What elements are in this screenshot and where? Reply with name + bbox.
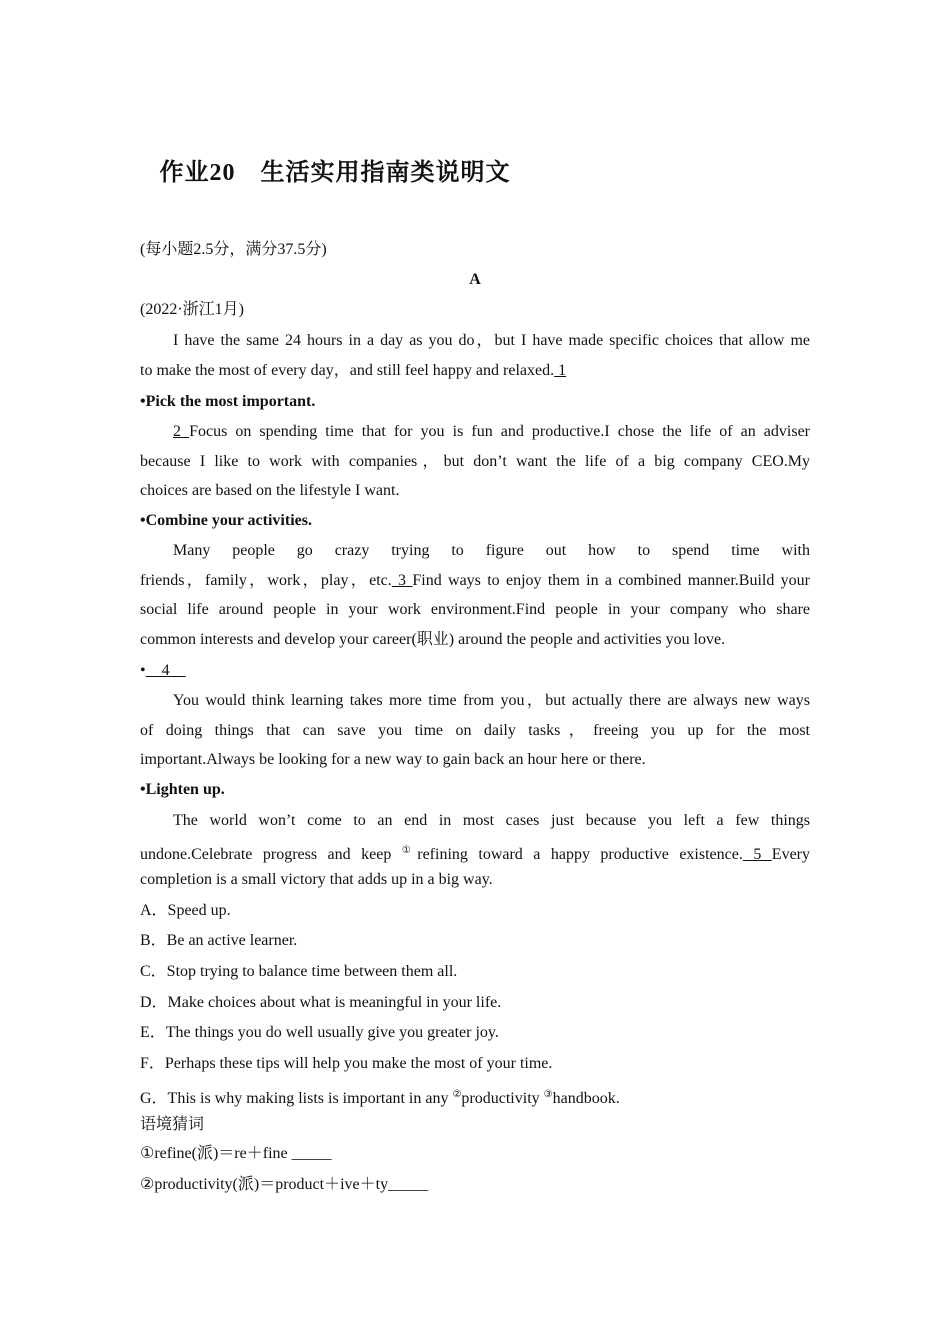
text: undone.Celebrate progress and keep	[140, 846, 402, 863]
option-a: A．Speed up.	[140, 902, 231, 919]
text: Every	[771, 846, 810, 863]
section-label: A	[469, 271, 481, 288]
paragraph-line	[140, 361, 810, 381]
source-note: (2022·浙江1月)	[140, 301, 244, 318]
option-g	[140, 1085, 810, 1109]
paragraph-line: because I like to work with companies，but don’t want the life of a big company CEO.My	[140, 453, 810, 470]
vocab-item-1: ①refine(派)＝re＋fine _____	[140, 1145, 332, 1162]
vocab-heading: 语境猜词	[140, 1116, 205, 1133]
footnote-marker: ③	[543, 1089, 553, 1100]
text: refining toward a happy productive existence.	[417, 846, 743, 863]
paragraph-line: I have the same 24 hours in a day as you do，but I have made specific choices that allow me	[173, 332, 810, 349]
text: productivity	[461, 1090, 544, 1107]
option-e: E．The things you do well usually give you greater joy.	[140, 1024, 499, 1041]
option-f: F．Perhaps these tips will help you make the most of your time.	[140, 1055, 553, 1072]
paragraph-line: choices are based on the lifestyle I want.	[140, 482, 400, 499]
text: G．This is why making lists is important in any	[140, 1090, 453, 1107]
text: Find ways to enjoy them in a combined manner.Build your	[412, 572, 810, 589]
paragraph-line	[140, 571, 810, 591]
paragraph-line: Many people go crazy trying to figure out how to spend time with	[173, 542, 810, 559]
paragraph-line: of doing things that can save you time on daily tasks，freeing you up for the most	[140, 722, 810, 739]
option-c: C．Stop trying to balance time between them all.	[140, 963, 458, 980]
text: handbook.	[552, 1090, 620, 1107]
text: to make the most of every day，and still feel happy and relaxed.	[140, 362, 555, 379]
blank-5: 5	[742, 846, 772, 863]
score-note: (每小题2.5分，满分37.5分)	[140, 241, 327, 258]
paragraph-line: social life around people in your work environment.Find people in your company who share	[140, 601, 810, 618]
paragraph-line	[140, 841, 810, 865]
vocab-item-2: ②productivity(派)＝product＋ive＋ty_____	[140, 1176, 429, 1193]
paragraph-line	[140, 422, 810, 442]
heading-blank-4	[140, 661, 810, 681]
title: 作业20 生活实用指南类说明文	[159, 160, 511, 186]
paragraph-line: You would think learning takes more time from you，but actually there are always new ways	[173, 692, 810, 709]
heading-lighten: •Lighten up.	[140, 781, 225, 798]
text: Focus on spending time that for you is fun and productive.I chose the life of an adviser	[189, 423, 811, 440]
blank-2: 2	[173, 423, 190, 440]
paragraph-line: The world won’t come to an end in most cases just because you left a few things	[173, 812, 810, 829]
option-b: B．Be an active learner.	[140, 932, 298, 949]
paragraph-line: completion is a small victory that adds up in a big way.	[140, 871, 493, 888]
text: friends，family，work，play，etc.	[140, 572, 392, 589]
bullet: •	[140, 662, 146, 679]
blank-4: 4	[145, 662, 186, 679]
blank-3: 3	[391, 572, 413, 589]
paragraph-line: common interests and develop your career(职业) around the people and activities you love.	[140, 631, 726, 648]
paragraph-line: important.Always be looking for a new way to gain back an hour here or there.	[140, 751, 646, 768]
heading-pick: •Pick the most important.	[140, 393, 316, 410]
footnote-marker: ①	[401, 845, 418, 856]
footnote-marker: ②	[452, 1089, 462, 1100]
blank-1: 1	[554, 362, 567, 379]
option-d: D．Make choices about what is meaningful in your life.	[140, 994, 502, 1011]
heading-combine: •Combine your activities.	[140, 512, 312, 529]
